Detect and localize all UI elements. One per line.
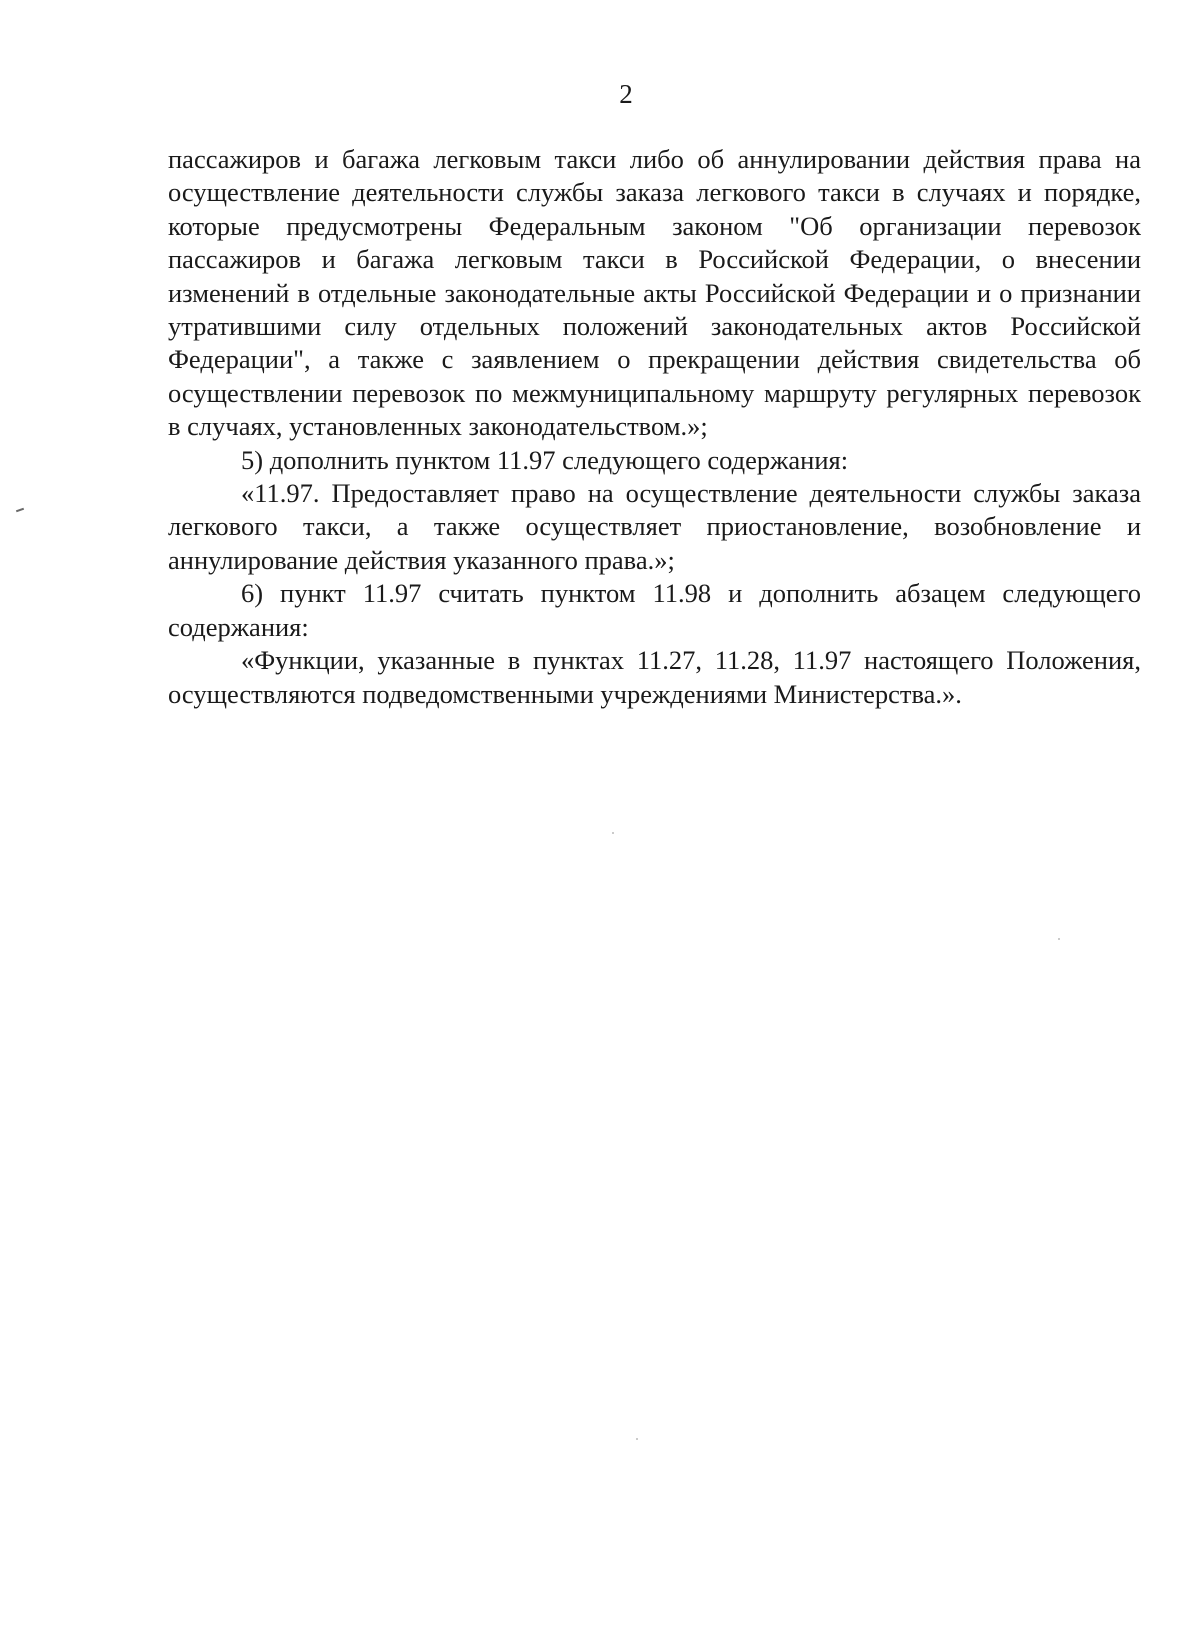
paragraph-continuation: пассажиров и багажа легковым такси либо об аннулировании действия права на осуществление деятельности службы заказа легкового такси в случаях и порядке, которые предусмотрены Федеральным законом "Об организации перевозок пассажиров и багажа легковым такси в Российской Федерации, о внесении изменений в отдельные законодательные акты Российской Федерации и о признании утратившими силу отдельных положений законодательных актов Российской Федерации", а также с заявлением о прекращении действия свидетельства об осуществлении перевозок по межмуниципальному маршруту регулярных перевозок в случаях, установленных законодательством.»; xyxy=(168,144,1141,442)
paragraph-quote-functions: «Функции, указанные в пунктах 11.27, 11.28, 11.97 настоящего Положения, осуществляются подведомственными учреждениями Министерства.». xyxy=(168,645,1141,709)
page-number: 2 xyxy=(619,79,633,109)
scan-speck xyxy=(636,1438,638,1440)
paragraph-item-6: 6) пункт 11.97 считать пунктом 11.98 и дополнить абзацем следующего содержания: xyxy=(168,578,1141,642)
paragraph-quote-11-97: «11.97. Предоставляет право на осуществление деятельности службы заказа легкового такси, а также осуществляет приостановление, возобновление и аннулирование действия указанного права.»; xyxy=(168,478,1141,575)
scan-artifact-mark xyxy=(16,508,24,513)
scan-speck xyxy=(1058,938,1060,940)
document-body xyxy=(168,143,1141,711)
scan-speck xyxy=(612,832,614,834)
paragraph-item-5: 5) дополнить пунктом 11.97 следующего содержания: xyxy=(241,444,849,475)
